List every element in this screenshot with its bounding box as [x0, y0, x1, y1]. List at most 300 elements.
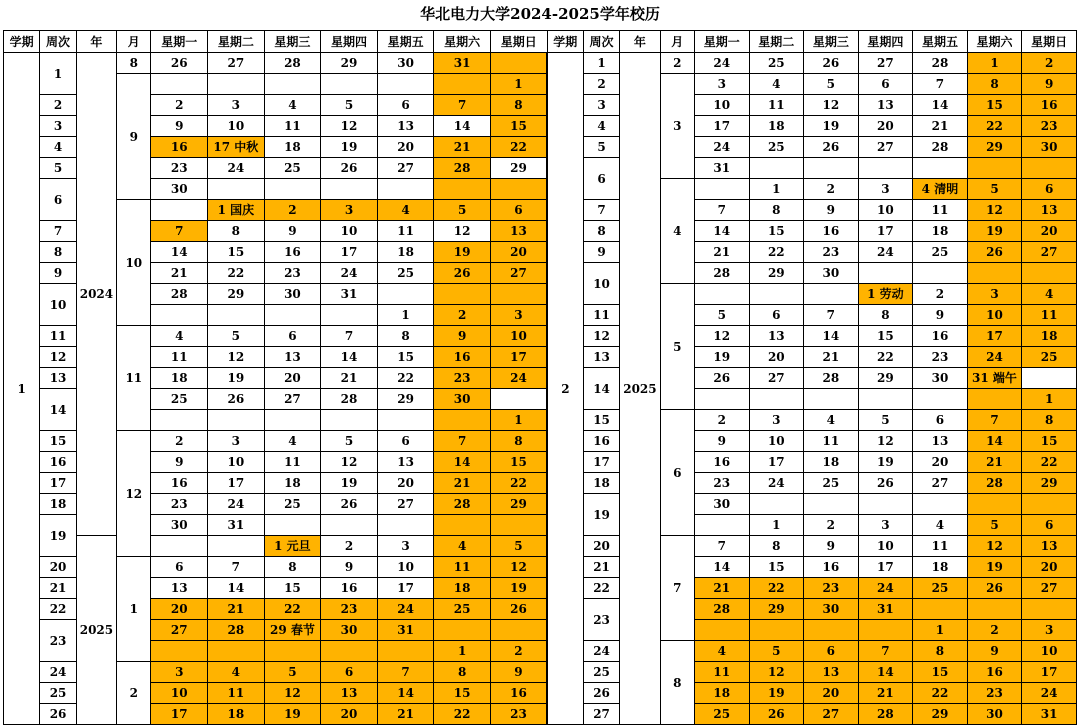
- day-cell-thursday: [858, 158, 913, 179]
- calendar-row: [4, 473, 1077, 494]
- day-cell-friday: 31: [377, 620, 434, 641]
- day-cell-wednesday: 11: [804, 431, 859, 452]
- calendar-row: [4, 410, 1077, 431]
- week-number-cell: 22: [40, 599, 76, 620]
- day-cell-saturday: [434, 620, 491, 641]
- day-cell-monday: 7: [694, 536, 749, 557]
- day-cell-monday: 21: [694, 578, 749, 599]
- week-number-cell: 14: [583, 368, 619, 410]
- month-cell: 5: [660, 284, 694, 410]
- day-cell-monday: 21: [151, 263, 208, 284]
- day-cell-wednesday: 26: [804, 137, 859, 158]
- day-cell-thursday: 31: [321, 284, 378, 305]
- day-cell-friday: 25: [377, 263, 434, 284]
- day-cell-thursday: 5: [321, 95, 378, 116]
- day-cell-monday: [151, 74, 208, 95]
- day-cell-thursday: 13: [321, 683, 378, 704]
- day-cell-monday: 18: [694, 683, 749, 704]
- day-cell-monday: 4: [151, 326, 208, 347]
- day-cell-saturday: [967, 599, 1022, 620]
- day-cell-sunday: 22: [490, 473, 547, 494]
- day-cell-monday: 31: [694, 158, 749, 179]
- day-cell-saturday: 10: [967, 305, 1022, 326]
- day-cell-saturday: 5: [967, 179, 1022, 200]
- week-number-cell: 25: [40, 683, 76, 704]
- calendar-row: [4, 74, 1077, 95]
- day-cell-sunday: 1: [1022, 389, 1077, 410]
- day-cell-saturday: 5: [967, 515, 1022, 536]
- day-cell-sunday: [490, 389, 547, 410]
- week-number-cell: 5: [40, 158, 76, 179]
- day-cell-saturday: 16: [434, 347, 491, 368]
- calendar-row: [4, 368, 1077, 389]
- day-cell-saturday: 30: [967, 704, 1022, 725]
- day-cell-saturday: 1: [967, 53, 1022, 74]
- day-cell-friday: 9: [913, 305, 968, 326]
- day-cell-thursday: 10: [858, 536, 913, 557]
- day-cell-friday: 29: [377, 389, 434, 410]
- day-cell-sunday: 15: [1022, 431, 1077, 452]
- calendar-row: [4, 137, 1077, 158]
- day-cell-tuesday: 29: [749, 263, 804, 284]
- day-cell-monday: 14: [694, 557, 749, 578]
- day-cell-thursday: 20: [858, 116, 913, 137]
- week-number-cell: 26: [583, 683, 619, 704]
- day-cell-saturday: 9: [434, 326, 491, 347]
- day-cell-saturday: 19: [434, 242, 491, 263]
- day-cell-saturday: [967, 158, 1022, 179]
- week-number-cell: 2: [583, 74, 619, 95]
- day-cell-saturday: 31: [434, 53, 491, 74]
- day-cell-thursday: 17: [858, 221, 913, 242]
- day-cell-sunday: 27: [490, 263, 547, 284]
- day-cell-tuesday: 17: [208, 473, 265, 494]
- day-cell-thursday: 24: [321, 263, 378, 284]
- day-cell-wednesday: 15: [264, 578, 321, 599]
- day-cell-friday: 13: [913, 431, 968, 452]
- day-cell-saturday: 26: [967, 242, 1022, 263]
- day-cell-thursday: 1 劳动: [858, 284, 913, 305]
- day-cell-friday: 4: [913, 515, 968, 536]
- day-cell-friday: [377, 641, 434, 662]
- calendar-row: [4, 326, 1077, 347]
- day-cell-wednesday: [804, 620, 859, 641]
- day-cell-sunday: 13: [1022, 200, 1077, 221]
- day-cell-tuesday: 21: [208, 599, 265, 620]
- day-cell-tuesday: 19: [749, 683, 804, 704]
- day-cell-thursday: 19: [858, 452, 913, 473]
- day-cell-tuesday: 6: [749, 305, 804, 326]
- year-cell: 2025: [76, 536, 116, 725]
- calendar-row: [4, 557, 1077, 578]
- day-cell-tuesday: 13: [749, 326, 804, 347]
- day-cell-saturday: 28: [967, 473, 1022, 494]
- day-cell-thursday: 10: [321, 221, 378, 242]
- day-cell-monday: 24: [694, 53, 749, 74]
- week-number-cell: 7: [40, 221, 76, 242]
- day-cell-sunday: 15: [490, 116, 547, 137]
- calendar-row: [4, 452, 1077, 473]
- day-cell-friday: 13: [377, 452, 434, 473]
- day-cell-sunday: [1022, 263, 1077, 284]
- day-cell-sunday: 11: [1022, 305, 1077, 326]
- day-cell-saturday: 15: [434, 683, 491, 704]
- day-cell-thursday: 24: [858, 242, 913, 263]
- week-number-cell: 3: [583, 95, 619, 116]
- day-cell-saturday: 17: [967, 326, 1022, 347]
- day-cell-sunday: [1022, 494, 1077, 515]
- day-cell-friday: 8: [377, 326, 434, 347]
- day-cell-saturday: 8: [967, 74, 1022, 95]
- day-cell-monday: 30: [694, 494, 749, 515]
- day-cell-wednesday: [804, 284, 859, 305]
- day-cell-monday: 10: [694, 95, 749, 116]
- day-cell-sunday: 17: [1022, 662, 1077, 683]
- header-month: 月: [660, 31, 694, 53]
- day-cell-tuesday: 22: [208, 263, 265, 284]
- day-cell-saturday: 12: [967, 200, 1022, 221]
- day-cell-friday: 28: [913, 53, 968, 74]
- day-cell-sunday: 23: [490, 704, 547, 725]
- day-cell-sunday: 20: [490, 242, 547, 263]
- day-cell-sunday: 27: [1022, 242, 1077, 263]
- day-cell-monday: 18: [151, 368, 208, 389]
- day-cell-saturday: 3: [967, 284, 1022, 305]
- day-cell-friday: 15: [913, 662, 968, 683]
- day-cell-monday: 12: [694, 326, 749, 347]
- day-cell-wednesday: [264, 641, 321, 662]
- day-cell-tuesday: 8: [749, 200, 804, 221]
- day-cell-friday: 24: [377, 599, 434, 620]
- day-cell-friday: 20: [377, 473, 434, 494]
- day-cell-friday: 6: [377, 431, 434, 452]
- month-cell: 2: [117, 662, 151, 725]
- day-cell-saturday: [434, 410, 491, 431]
- day-cell-saturday: 14: [434, 452, 491, 473]
- calendar-row: [4, 494, 1077, 515]
- day-cell-sunday: 29: [490, 158, 547, 179]
- header-week: 周次: [40, 31, 76, 53]
- week-number-cell: 13: [583, 347, 619, 368]
- day-cell-monday: 10: [151, 683, 208, 704]
- day-cell-thursday: 29: [321, 53, 378, 74]
- day-cell-sunday: 9: [490, 662, 547, 683]
- day-cell-thursday: 6: [858, 74, 913, 95]
- day-cell-wednesday: [264, 74, 321, 95]
- calendar-row: [4, 620, 1077, 641]
- day-cell-friday: 1: [377, 305, 434, 326]
- day-cell-monday: 13: [151, 578, 208, 599]
- day-cell-wednesday: 6: [264, 326, 321, 347]
- month-cell: 1: [117, 557, 151, 662]
- header-wednesday: 星期三: [804, 31, 859, 53]
- calendar-row: [4, 431, 1077, 452]
- day-cell-tuesday: 17: [749, 452, 804, 473]
- day-cell-thursday: 17: [858, 557, 913, 578]
- day-cell-sunday: 27: [1022, 578, 1077, 599]
- header-saturday: 星期六: [434, 31, 491, 53]
- day-cell-wednesday: 4: [264, 95, 321, 116]
- header-sunday: 星期日: [1022, 31, 1077, 53]
- day-cell-saturday: 22: [967, 116, 1022, 137]
- day-cell-monday: [151, 641, 208, 662]
- day-cell-saturday: 7: [434, 431, 491, 452]
- day-cell-wednesday: 19: [804, 116, 859, 137]
- calendar-row: [4, 179, 1077, 200]
- day-cell-friday: 21: [377, 704, 434, 725]
- day-cell-monday: 20: [151, 599, 208, 620]
- day-cell-monday: 4: [694, 641, 749, 662]
- day-cell-wednesday: 6: [804, 641, 859, 662]
- day-cell-monday: 30: [151, 179, 208, 200]
- day-cell-friday: 22: [377, 368, 434, 389]
- day-cell-tuesday: 5: [208, 326, 265, 347]
- day-cell-monday: 30: [151, 515, 208, 536]
- day-cell-friday: 7: [913, 74, 968, 95]
- day-cell-tuesday: 3: [749, 410, 804, 431]
- day-cell-saturday: 2: [967, 620, 1022, 641]
- calendar-body: [4, 53, 1077, 725]
- calendar-title: 华北电力大学2024-2025学年校历: [420, 5, 660, 23]
- day-cell-wednesday: 20: [804, 683, 859, 704]
- calendar-row: [4, 95, 1077, 116]
- week-number-cell: 20: [583, 536, 619, 557]
- week-number-cell: 21: [40, 578, 76, 599]
- day-cell-wednesday: [264, 305, 321, 326]
- day-cell-monday: 9: [151, 116, 208, 137]
- header-term: 学期: [547, 31, 583, 53]
- day-cell-thursday: [321, 74, 378, 95]
- day-cell-thursday: 19: [321, 473, 378, 494]
- day-cell-wednesday: 25: [264, 494, 321, 515]
- week-number-cell: 4: [40, 137, 76, 158]
- day-cell-monday: 16: [151, 137, 208, 158]
- day-cell-saturday: 7: [434, 95, 491, 116]
- header-monday: 星期一: [694, 31, 749, 53]
- day-cell-monday: [151, 305, 208, 326]
- day-cell-thursday: 21: [321, 368, 378, 389]
- day-cell-friday: 4: [377, 200, 434, 221]
- day-cell-sunday: 29: [490, 494, 547, 515]
- day-cell-saturday: 21: [434, 137, 491, 158]
- day-cell-saturday: 22: [434, 704, 491, 725]
- day-cell-tuesday: 27: [749, 368, 804, 389]
- day-cell-sunday: [490, 53, 547, 74]
- day-cell-tuesday: [749, 494, 804, 515]
- header-row: [4, 31, 1077, 53]
- day-cell-monday: 2: [151, 95, 208, 116]
- day-cell-thursday: 6: [321, 662, 378, 683]
- day-cell-wednesday: 28: [804, 368, 859, 389]
- week-number-cell: 11: [40, 326, 76, 347]
- header-thursday: 星期四: [858, 31, 913, 53]
- week-number-cell: 10: [40, 284, 76, 326]
- day-cell-thursday: [321, 305, 378, 326]
- day-cell-tuesday: 18: [749, 116, 804, 137]
- day-cell-wednesday: 9: [264, 221, 321, 242]
- month-cell: 12: [117, 431, 151, 557]
- day-cell-sunday: 20: [1022, 557, 1077, 578]
- day-cell-wednesday: 11: [264, 452, 321, 473]
- week-number-cell: 4: [583, 116, 619, 137]
- day-cell-friday: 18: [913, 221, 968, 242]
- day-cell-friday: 11: [913, 536, 968, 557]
- month-cell: 3: [660, 74, 694, 179]
- header-sunday: 星期日: [490, 31, 547, 53]
- day-cell-friday: 25: [913, 242, 968, 263]
- day-cell-friday: 11: [913, 200, 968, 221]
- week-number-cell: 25: [583, 662, 619, 683]
- day-cell-wednesday: [804, 389, 859, 410]
- day-cell-sunday: 2: [1022, 53, 1077, 74]
- calendar-row: [4, 662, 1077, 683]
- calendar-row: [4, 116, 1077, 137]
- day-cell-monday: 3: [694, 74, 749, 95]
- day-cell-tuesday: 15: [749, 557, 804, 578]
- day-cell-tuesday: 18: [208, 704, 265, 725]
- day-cell-wednesday: 18: [804, 452, 859, 473]
- day-cell-sunday: 10: [1022, 641, 1077, 662]
- day-cell-sunday: [490, 179, 547, 200]
- day-cell-tuesday: [208, 179, 265, 200]
- calendar-row: [4, 200, 1077, 221]
- week-number-cell: 16: [583, 431, 619, 452]
- day-cell-friday: [913, 158, 968, 179]
- day-cell-tuesday: 29: [208, 284, 265, 305]
- day-cell-wednesday: 14: [804, 326, 859, 347]
- day-cell-thursday: 29: [858, 368, 913, 389]
- day-cell-sunday: 29: [1022, 473, 1077, 494]
- day-cell-saturday: 19: [967, 557, 1022, 578]
- day-cell-saturday: [967, 389, 1022, 410]
- day-cell-wednesday: 23: [264, 263, 321, 284]
- day-cell-sunday: 9: [1022, 74, 1077, 95]
- day-cell-tuesday: 12: [749, 662, 804, 683]
- day-cell-sunday: 30: [1022, 137, 1077, 158]
- day-cell-wednesday: 23: [804, 578, 859, 599]
- day-cell-sunday: 18: [1022, 326, 1077, 347]
- day-cell-monday: [151, 410, 208, 431]
- day-cell-friday: 6: [913, 410, 968, 431]
- calendar-row: [4, 641, 1077, 662]
- day-cell-tuesday: [749, 620, 804, 641]
- day-cell-saturday: 1: [434, 641, 491, 662]
- day-cell-thursday: 3: [858, 179, 913, 200]
- day-cell-tuesday: 29: [749, 599, 804, 620]
- header-monday: 星期一: [151, 31, 208, 53]
- day-cell-wednesday: 5: [264, 662, 321, 683]
- month-cell: 6: [660, 410, 694, 536]
- day-cell-tuesday: 28: [208, 620, 265, 641]
- day-cell-wednesday: 8: [264, 557, 321, 578]
- day-cell-wednesday: 12: [804, 95, 859, 116]
- day-cell-tuesday: 1: [749, 179, 804, 200]
- day-cell-tuesday: 24: [208, 494, 265, 515]
- day-cell-saturday: 15: [967, 95, 1022, 116]
- day-cell-saturday: [434, 515, 491, 536]
- calendar-row: [4, 578, 1077, 599]
- school-calendar-table: [3, 30, 1077, 725]
- day-cell-saturday: 18: [434, 578, 491, 599]
- day-cell-wednesday: 13: [264, 347, 321, 368]
- day-cell-thursday: 14: [321, 347, 378, 368]
- day-cell-tuesday: 17 中秋: [208, 137, 265, 158]
- day-cell-wednesday: 18: [264, 137, 321, 158]
- day-cell-monday: 2: [694, 410, 749, 431]
- day-cell-friday: [377, 284, 434, 305]
- day-cell-monday: 6: [151, 557, 208, 578]
- month-cell: 9: [117, 74, 151, 200]
- day-cell-tuesday: 12: [208, 347, 265, 368]
- day-cell-monday: [694, 284, 749, 305]
- header-wednesday: 星期三: [264, 31, 321, 53]
- day-cell-monday: 2: [151, 431, 208, 452]
- day-cell-monday: 17: [151, 704, 208, 725]
- day-cell-friday: 27: [377, 494, 434, 515]
- day-cell-tuesday: 22: [749, 578, 804, 599]
- day-cell-sunday: 3: [1022, 620, 1077, 641]
- day-cell-wednesday: 25: [804, 473, 859, 494]
- day-cell-thursday: 7: [858, 641, 913, 662]
- day-cell-wednesday: 30: [804, 263, 859, 284]
- day-cell-thursday: 9: [321, 557, 378, 578]
- day-cell-thursday: 2: [321, 536, 378, 557]
- day-cell-friday: 25: [913, 578, 968, 599]
- day-cell-saturday: 23: [434, 368, 491, 389]
- day-cell-monday: 16: [151, 473, 208, 494]
- week-number-cell: 5: [583, 137, 619, 158]
- day-cell-saturday: 12: [967, 536, 1022, 557]
- day-cell-sunday: 4: [1022, 284, 1077, 305]
- day-cell-sunday: 23: [1022, 116, 1077, 137]
- year-cell: 2024: [76, 53, 116, 536]
- day-cell-tuesday: [208, 536, 265, 557]
- day-cell-friday: 23: [913, 347, 968, 368]
- day-cell-thursday: 13: [858, 95, 913, 116]
- day-cell-thursday: 15: [858, 326, 913, 347]
- day-cell-thursday: [321, 179, 378, 200]
- week-number-cell: 12: [40, 347, 76, 368]
- header-tuesday: 星期二: [749, 31, 804, 53]
- day-cell-thursday: 10: [858, 200, 913, 221]
- day-cell-sunday: 5: [490, 536, 547, 557]
- day-cell-sunday: 13: [1022, 536, 1077, 557]
- day-cell-saturday: 31 端午: [967, 368, 1022, 389]
- day-cell-monday: 16: [694, 452, 749, 473]
- calendar-row: [4, 347, 1077, 368]
- week-number-cell: 19: [583, 494, 619, 536]
- day-cell-saturday: 28: [434, 494, 491, 515]
- day-cell-thursday: 8: [858, 305, 913, 326]
- day-cell-sunday: 15: [490, 452, 547, 473]
- day-cell-tuesday: 27: [208, 53, 265, 74]
- day-cell-thursday: [858, 263, 913, 284]
- day-cell-sunday: 6: [1022, 179, 1077, 200]
- day-cell-monday: 7: [151, 221, 208, 242]
- day-cell-thursday: 26: [321, 158, 378, 179]
- day-cell-saturday: [434, 284, 491, 305]
- day-cell-tuesday: 15: [208, 242, 265, 263]
- day-cell-saturday: [434, 179, 491, 200]
- day-cell-tuesday: [749, 284, 804, 305]
- day-cell-friday: [377, 179, 434, 200]
- day-cell-sunday: 24: [490, 368, 547, 389]
- day-cell-friday: 30: [377, 53, 434, 74]
- day-cell-friday: 30: [913, 368, 968, 389]
- week-number-cell: 22: [583, 578, 619, 599]
- day-cell-monday: 14: [694, 221, 749, 242]
- header-month: 月: [117, 31, 151, 53]
